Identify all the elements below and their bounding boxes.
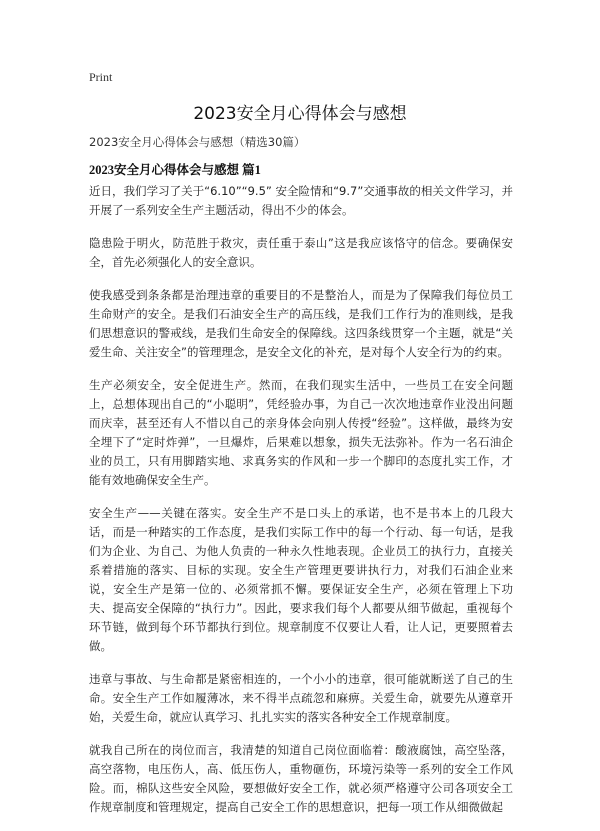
paragraph: 隐患险于明火，防范胜于救灾，责任重于泰山”这是我应该恪守的信念。要确保安全，首先必须强化人的安全意识。 [89, 236, 513, 269]
print-link[interactable]: Print [89, 70, 113, 84]
paragraph: 生产必须安全，安全促进生产。然而，在我们现实生活中，一些员工在安全问题上，总想体现出自己的“小聪明”，凭经验办事，为自己一次次地违章作业没出问题而庆幸，甚至还有人不惜以自己的亲身体会向别人传授“经验”。这样做，最终为安全埋下了“定时炸弹”，一旦爆炸，后果难以想象，损失无法弥补。作为一名石油企业的员工，只有用脚踏实地、求真务实的作风和一步一个脚印的态度扎实工作，才能有效地确保安全生产。 [89, 378, 513, 487]
paragraph: 违章与事故、与生命都是紧密相连的，一个小小的违章，很可能就断送了自己的生命。安全生产工作如履薄冰，来不得半点疏忽和麻痹。关爱生命，就要先从遵章开始，关爱生命，就应认真学习、扎扎实实的落实各种安全工作规章制度。 [89, 672, 513, 724]
paragraph: 安全生产——关键在落实。安全生产不是口头上的承诺，也不是书本上的几段大话，而是一种踏实的工作态度，是我们实际工作中的每一个行动、每一句话，是我们为企业、为自己、为他人负责的一种永久性地表现。企业员工的执行力，直接关系着措施的落实、目标的实现。安全生产管理更要讲执行力，对我们石油企业来说，安全生产是第一位的、必须常抓不懈。要保证安全生产，必须在管理上下功夫、提高安全保障的“执行力”。因此，要求我们每个人都要从细节做起，重视每个环节链，做到每个环节都执行到位。规章制度不仅要让人看，让人记，更要照着去做。 [89, 506, 513, 653]
document-title: 2023安全月心得体会与感想 [193, 104, 407, 124]
section-heading: 2023安全月心得体会与感想 篇1 [89, 163, 261, 177]
paragraph: 使我感受到条条都是治理违章的重要目的不是整治人，而是为了保障我们每位员工生命财产的安全。是我们石油安全生产的高压线，是我们工作行为的准则线，是我们思想意识的警戒线，是我们生命安全的保障线。这四条线贯穿一个主题，就是“关爱生命、关注安全”的管理理念，是安全文化的补充，是对每个人安全行为的约束。 [89, 288, 513, 359]
paragraph: 近日，我们学习了关于“6.10”“9.5” 安全险情和“9.7”交通事故的相关文件学习，并开展了一系列安全生产主题活动，得出不少的体会。 [89, 184, 513, 217]
document-subtitle: 2023安全月心得体会与感想（精选30篇） [89, 135, 306, 149]
paragraph: 就我自己所在的岗位而言，我清楚的知道自己岗位面临着：酸液腐蚀，高空坠落，高空落物，电压伤人，高、低压伤人，重物砸伤，环境污染等一系列的安全工作风险。而，棉队这些安全风险，要想做好安全工作，就必须严格遵守公司各项安全工作规章制度和管理规定，提高自己安全工作的思想意识，把每一项工作从细微做起 [89, 743, 513, 814]
article-body [89, 182, 513, 831]
